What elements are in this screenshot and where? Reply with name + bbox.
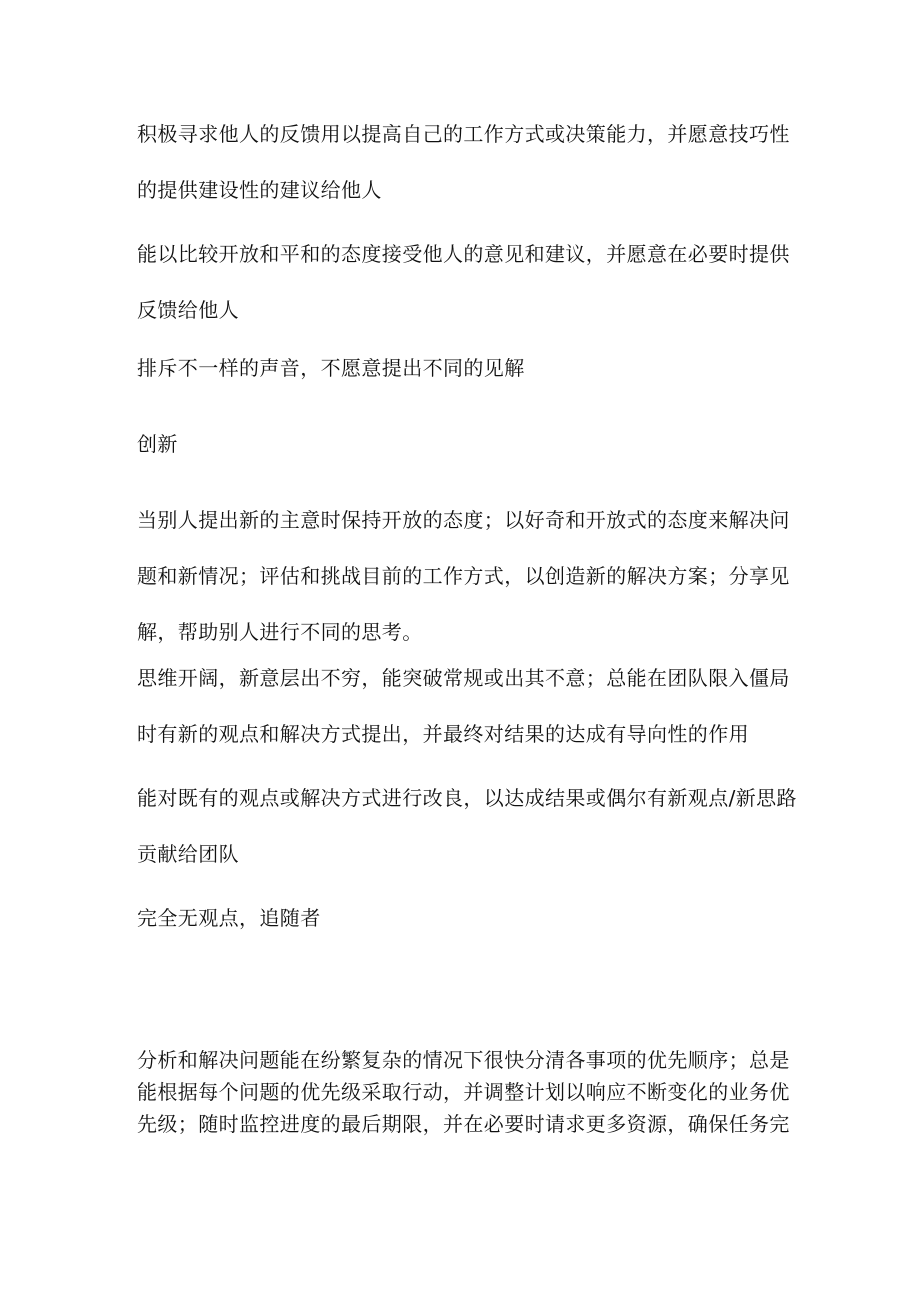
text-line: 排斥不一样的声音，不愿意提出不同的见解 (137, 356, 525, 380)
text-line: 当别人提出新的主意时保持开放的态度；以好奇和开放式的态度来解决问 (137, 508, 790, 532)
paragraph-innovation-definition (137, 492, 797, 660)
paragraph-seek-feedback (137, 106, 797, 218)
text-line: 能对既有的观点或解决方式进行改良，以达成结果或偶尔有新观点/新思路 (137, 786, 797, 810)
text-line: 解，帮助别人进行不同的思考。 (137, 620, 423, 644)
text-line: 时有新的观点和解决方式提出，并最终对结果的达成有导向性的作用 (137, 722, 749, 746)
text-line: 题和新情况；评估和挑战目前的工作方式，以创造新的解决方案；分享见 (137, 564, 790, 588)
text-line: 反馈给他人 (137, 298, 239, 322)
text-line: 贡献给团队 (137, 842, 239, 866)
paragraph-improve-ideas (137, 770, 797, 882)
paragraph-accept-feedback (137, 226, 797, 338)
text-line: 先级；随时监控进度的最后期限，并在必要时请求更多资源，确保任务完 (137, 1112, 790, 1136)
text-line: 创新 (137, 432, 178, 456)
section-heading-innovation (137, 416, 797, 472)
text-line: 积极寻求他人的反馈用以提高自己的工作方式或决策能力，并愿意技巧性 (137, 122, 790, 146)
text-line: 的提供建设性的建议给他人 (137, 178, 382, 202)
text-line: 完全无观点，追随者 (137, 906, 321, 930)
paragraph-open-minded (137, 650, 797, 762)
text-line: 思维开阔，新意层出不穷，能突破常规或出其不意；总能在团队限入僵局 (137, 666, 790, 690)
paragraph-problem-solving (137, 1044, 797, 1140)
paragraph-follower (137, 890, 797, 946)
paragraph-reject-opinions (137, 340, 797, 396)
text-line: 能以比较开放和平和的态度接受他人的意见和建议，并愿意在必要时提供 (137, 242, 790, 266)
text-line: 分析和解决问题能在纷繁复杂的情况下很快分清各事项的优先顺序；总是 (137, 1048, 790, 1072)
text-line: 能根据每个问题的优先级采取行动，并调整计划以响应不断变化的业务优 (137, 1080, 790, 1104)
